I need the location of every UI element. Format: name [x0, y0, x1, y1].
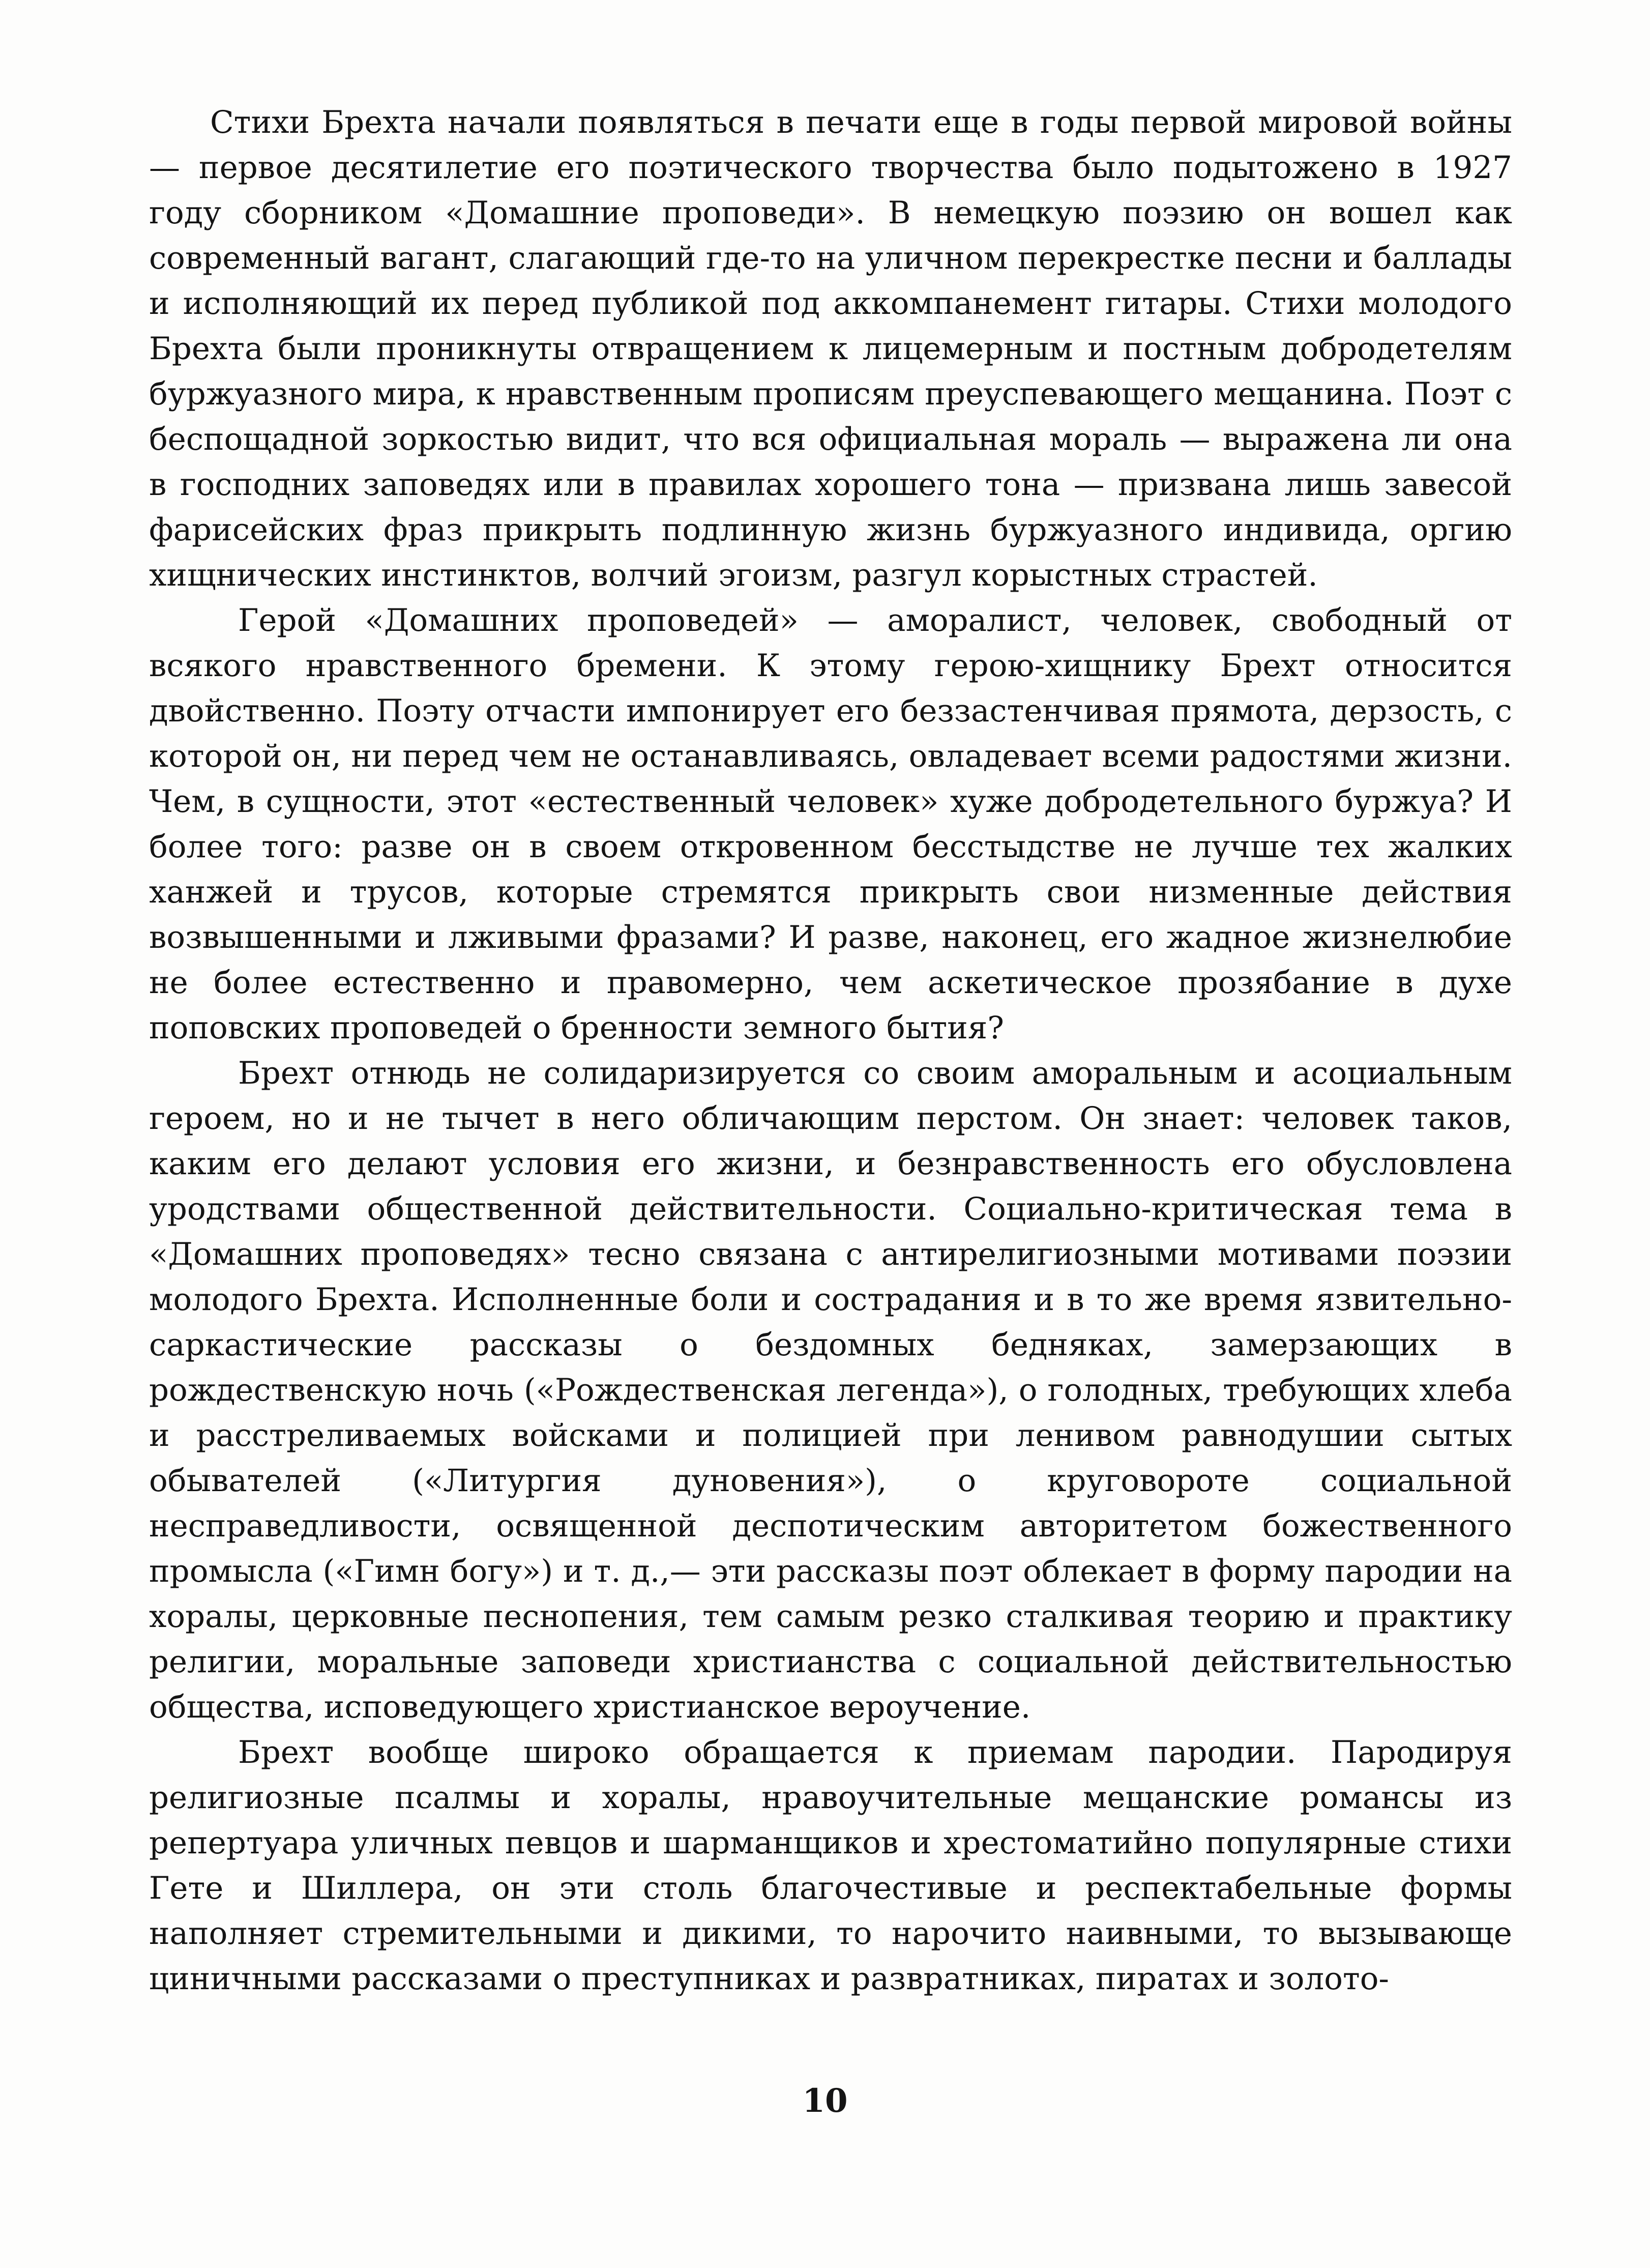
- page-number: 10: [802, 2082, 848, 2120]
- paragraph-2: Герой «Домашних проповедей» — аморалист, человек, свободный от всякого нравственного бремени. К этому герою-хищнику Брехт относится двойственно. Поэту отчасти импонирует его беззастенчивая прямота, дерзость, с которой он, ни перед чем не останавливаясь, овладевает всеми радостями жизни. Чем, в сущности, этот «естественный человек» хуже добродетельного буржуа? И более того: разве он в своем откровенном бесстыдстве не лучше тех жалких ханжей и трусов, которые стремятся прикрыть свои низменные действия возвышенными и лживыми фразами? И разве, наконец, его жадное жизнелюбие не более естественно и правомерно, чем аскетическое прозябание в духе поповских проповедей о бренности земного бытия?: [149, 602, 1512, 1046]
- paragraph-1: Стихи Брехта начали появляться в печати еще в годы первой мировой войны — первое десятилетие его поэтического творчества было подытожено в 1927 году сборником «Домашние проповеди». В немецкую поэзию он вошел как современный вагант, слагающий где-то на уличном перекрестке песни и баллады и исполняющий их перед публикой под аккомпанемент гитары. Стихи молодого Брехта были проникнуты отвращением к лицемерным и постным добродетелям буржуазного мира, к нравственным прописям преуспевающего мещанина. Поэт с беспощадной зоркостью видит, что вся официальная мораль — выражена ли она в господних заповедях или в правилах хорошего тона — призвана лишь завесой фарисейских фраз прикрыть подлинную жизнь буржуазного индивида, оргию хищнических инстинктов, волчий эгоизм, разгул корыстных страстей.: [149, 104, 1512, 593]
- body-text: [149, 100, 1512, 2001]
- paragraph-3: Брехт отнюдь не солидаризируется со своим аморальным и асоциальным героем, но и не тычет в него обличающим перстом. Он знает: человек таков, каким его делают условия его жизни, и безнравственность его обусловлена уродствами общественной действительности. Социально-критическая тема в «Домашних проповедях» тесно связана с антирелигиозными мотивами поэзии молодого Брехта. Исполненные боли и сострадания и в то же время язвительно-саркастические рассказы о бездомных бедняках, замерзающих в рождественскую ночь («Рождественская легенда»), о голодных, требующих хлеба и расстреливаемых войсками и полицией при ленивом равнодушии сытых обывателей («Литургия дуновения»), о круговороте социальной несправедливости, освященной деспотическим авторитетом божественного промысла («Гимн богу») и т. д.,— эти рассказы поэт облекает в форму пародии на хоралы, церковные песнопения, тем самым резко сталкивая теорию и практику религии, моральные заповеди христианства с социальной действительностью общества, исповедующего христианское вероучение.: [149, 1055, 1512, 1725]
- paragraph-4: Брехт вообще широко обращается к приемам пародии. Пародируя религиозные псалмы и хоралы, нравоучительные мещанские романсы из репертуара уличных певцов и шарманщиков и хрестоматийно популярные стихи Гете и Шиллера, он эти столь благочестивые и респектабельные формы наполняет стремительными и дикими, то нарочито наивными, то вызывающе циничными рассказами о преступниках и развратниках, пиратах и золото-: [149, 1734, 1512, 1997]
